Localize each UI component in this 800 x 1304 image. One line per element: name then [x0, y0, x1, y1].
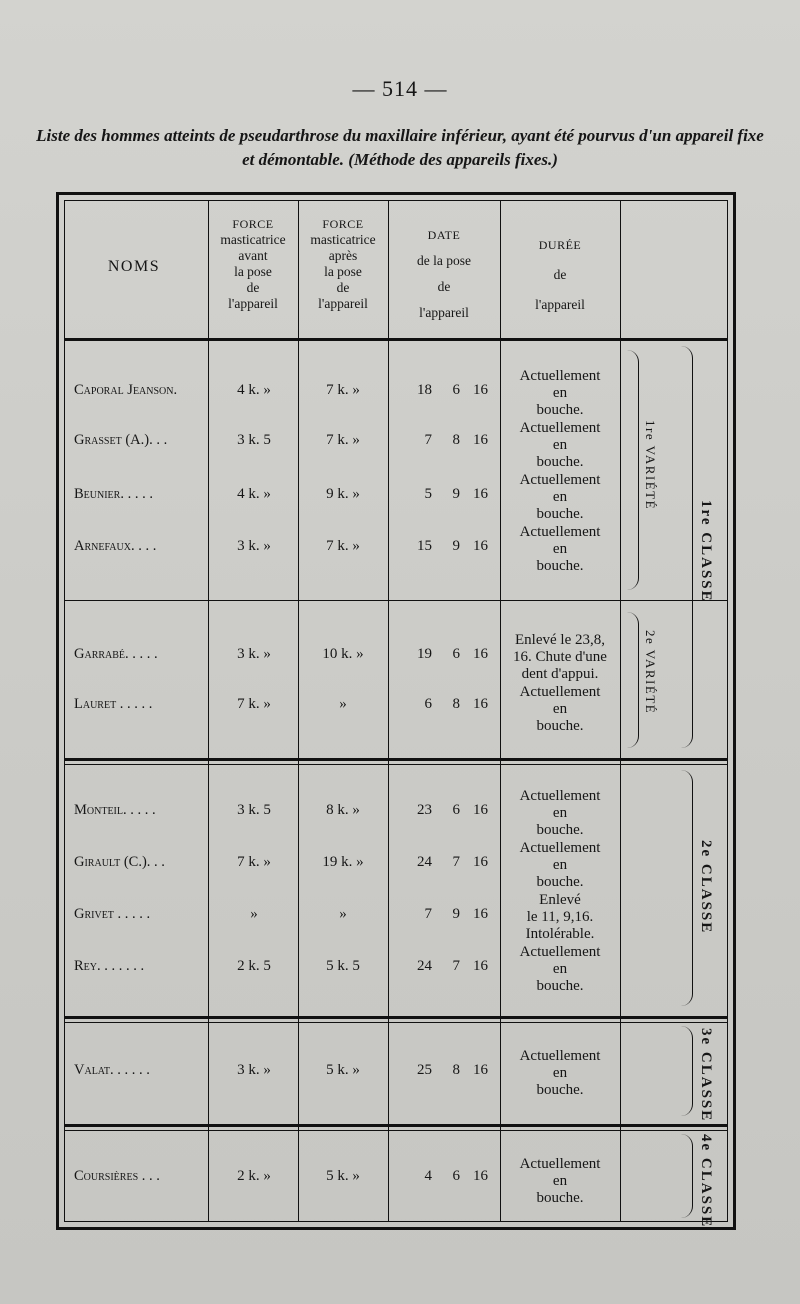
duree-line: en [552, 1065, 568, 1081]
row-duree [500, 1048, 620, 1099]
duree-line: Actuellement [519, 368, 601, 384]
row-duree [500, 472, 620, 523]
row-date-month: 6 [452, 802, 460, 818]
row-date-month: 9 [452, 538, 460, 554]
duree-line: en [552, 961, 568, 977]
header-line: la pose [324, 264, 362, 279]
row-date-year: 16 [473, 854, 488, 870]
row-date-day: 15 [417, 538, 432, 554]
group-rule [64, 600, 728, 601]
header-line: de [336, 280, 350, 295]
row-date-year: 16 [473, 382, 488, 398]
class-rule [64, 758, 728, 761]
header-line: après [328, 248, 358, 263]
duree-line: bouche. [536, 1082, 584, 1098]
row-date-month: 6 [452, 1168, 460, 1184]
header-line: DURÉE [538, 238, 582, 252]
class-rule [64, 1022, 728, 1023]
row-duree [500, 840, 620, 891]
header-line: l'appareil [318, 296, 368, 311]
row-force-apres: 7 k. » [326, 382, 360, 398]
group-variete-1: 1re VARIÉTÉ [643, 420, 658, 511]
row-date-month: 8 [452, 432, 460, 448]
duree-line: en [552, 701, 568, 717]
row-date-month: 9 [452, 906, 460, 922]
header-line: l'appareil [419, 305, 469, 320]
row-date-day: 6 [424, 696, 432, 712]
group-classe-3: 3e CLASSE [698, 1028, 714, 1123]
group-variete-2: 2e VARIÉTÉ [643, 630, 658, 715]
duree-line: en [552, 437, 568, 453]
header-line: FORCE [232, 217, 274, 231]
class-rule [64, 1124, 728, 1127]
row-date-year: 16 [473, 646, 488, 662]
row-force-apres: 5 k. » [326, 1062, 360, 1078]
duree-line: bouche. [536, 506, 584, 522]
duree-line: Actuellement [519, 1048, 601, 1064]
row-date-day: 23 [417, 802, 432, 818]
row-force-apres: 5 k. 5 [326, 958, 360, 974]
variete-bracket [626, 350, 639, 590]
duree-line: Actuellement [519, 524, 601, 540]
duree-line: bouche. [536, 718, 584, 734]
row-force-apres: 5 k. » [326, 1168, 360, 1184]
row-date-month: 7 [452, 958, 460, 974]
header-line: de la pose [417, 253, 471, 268]
row-date-year: 16 [473, 958, 488, 974]
row-name: Arnefaux. . . . [74, 538, 157, 554]
duree-line: dent d'appui. [521, 666, 599, 682]
row-date-year: 16 [473, 486, 488, 502]
header-force-avant [208, 216, 298, 312]
duree-line: Intolérable. [525, 926, 595, 942]
duree-line: bouche. [536, 822, 584, 838]
row-force-avant: 3 k. » [237, 646, 271, 662]
row-date-day: 4 [424, 1168, 432, 1184]
row-duree [500, 944, 620, 995]
row-date-month: 7 [452, 854, 460, 870]
row-date-day: 24 [417, 958, 432, 974]
group-classe-4: 4e CLASSE [698, 1134, 714, 1229]
row-date-day: 24 [417, 854, 432, 870]
row-date-year: 16 [473, 538, 488, 554]
header-force-apres [298, 216, 388, 312]
header-line: avant [238, 248, 268, 263]
duree-line: Actuellement [519, 684, 601, 700]
row-date-year: 16 [473, 696, 488, 712]
duree-line: bouche. [536, 978, 584, 994]
header-line: la pose [234, 264, 272, 279]
row-duree [500, 788, 620, 839]
header-rule [64, 338, 728, 341]
group-classe-2: 2e CLASSE [698, 840, 714, 935]
duree-line: bouche. [536, 402, 584, 418]
duree-line: en [552, 1173, 568, 1189]
row-date-year: 16 [473, 1062, 488, 1078]
page-number: — 514 — [352, 76, 448, 101]
row-force-avant: 3 k. 5 [237, 802, 271, 818]
class-rule [64, 1130, 728, 1131]
row-force-avant: 2 k. » [237, 1168, 271, 1184]
row-name: Valat. . . . . . [74, 1062, 150, 1078]
row-duree [500, 420, 620, 471]
row-force-avant: 7 k. » [237, 696, 271, 712]
header-date [388, 222, 500, 326]
row-date-day: 5 [424, 486, 432, 502]
row-name: Monteil. . . . . [74, 802, 156, 818]
row-force-avant: 3 k. » [237, 1062, 271, 1078]
row-force-avant: 3 k. 5 [237, 432, 271, 448]
duree-line: Actuellement [519, 472, 601, 488]
row-date-day: 19 [417, 646, 432, 662]
row-force-avant: 4 k. » [237, 382, 271, 398]
row-name: Beunier. . . . . [74, 486, 153, 502]
row-force-apres: 9 k. » [326, 486, 360, 502]
row-name: Coursières . . . [74, 1168, 160, 1184]
duree-line: bouche. [536, 454, 584, 470]
row-force-avant: 3 k. » [237, 538, 271, 554]
row-date-day: 25 [417, 1062, 432, 1078]
header-line: FORCE [322, 217, 364, 231]
header-line: de [437, 279, 451, 294]
classe-bracket [680, 1026, 693, 1116]
duree-line: Enlevé [539, 892, 581, 908]
row-force-apres: 10 k. » [322, 646, 364, 662]
duree-line: en [552, 385, 568, 401]
row-force-avant: » [250, 906, 258, 922]
variete-bracket [626, 612, 639, 748]
row-name: Lauret . . . . . [74, 696, 153, 712]
row-force-apres: » [339, 906, 347, 922]
duree-line: Enlevé le 23,8, [515, 632, 605, 648]
row-date-month: 6 [452, 382, 460, 398]
row-force-avant: 4 k. » [237, 486, 271, 502]
row-duree [500, 524, 620, 575]
row-duree [500, 368, 620, 419]
row-name: Girault (C.). . . [74, 854, 165, 870]
duree-line: en [552, 805, 568, 821]
table-caption: Liste des hommes atteints de pseudarthrose du maxillaire inférieur, ayant été pourvus d'un appareil fixe et démontable. (Méthode des appareils fixes.) [36, 126, 764, 169]
duree-line: Actuellement [519, 944, 601, 960]
duree-line: bouche. [536, 558, 584, 574]
class-rule [64, 764, 728, 765]
row-force-apres: 7 k. » [326, 432, 360, 448]
row-force-apres: 8 k. » [326, 802, 360, 818]
row-force-apres: 19 k. » [322, 854, 364, 870]
duree-line: en [552, 489, 568, 505]
row-date-day: 7 [424, 906, 432, 922]
row-name: Caporal Jeanson. [74, 382, 178, 398]
header-line: de [553, 267, 567, 282]
row-date-year: 16 [473, 906, 488, 922]
row-duree [500, 892, 620, 943]
duree-line: bouche. [536, 1190, 584, 1206]
duree-line: Actuellement [519, 840, 601, 856]
class-rule [64, 1016, 728, 1019]
row-force-avant: 7 k. » [237, 854, 271, 870]
row-name: Garrabé. . . . . [74, 646, 158, 662]
header-line: DATE [427, 228, 461, 242]
row-date-month: 9 [452, 486, 460, 502]
header-line: l'appareil [535, 297, 585, 312]
row-date-month: 6 [452, 646, 460, 662]
duree-line: le 11, 9,16. [526, 909, 594, 925]
group-classe-1: 1re CLASSE [698, 500, 714, 603]
duree-line: Actuellement [519, 420, 601, 436]
row-date-month: 8 [452, 1062, 460, 1078]
classe-bracket [680, 346, 693, 748]
row-name: Rey. . . . . . . [74, 958, 145, 974]
row-name: Grasset (A.). . . [74, 432, 168, 448]
row-date-day: 18 [417, 382, 432, 398]
classe-bracket [680, 770, 693, 1006]
header-noms: NOMS [107, 258, 161, 275]
duree-line: bouche. [536, 874, 584, 890]
classe-bracket [680, 1134, 693, 1218]
header-duree [500, 230, 620, 320]
duree-line: Actuellement [519, 788, 601, 804]
row-duree [500, 684, 620, 735]
header-line: l'appareil [228, 296, 278, 311]
row-date-year: 16 [473, 802, 488, 818]
row-force-apres: » [339, 696, 347, 712]
row-date-year: 16 [473, 432, 488, 448]
duree-line: 16. Chute d'une [513, 649, 607, 665]
row-date-month: 8 [452, 696, 460, 712]
row-force-avant: 2 k. 5 [237, 958, 271, 974]
row-name: Grivet . . . . . [74, 906, 151, 922]
duree-line: Actuellement [519, 1156, 601, 1172]
row-duree [500, 1156, 620, 1207]
duree-line: en [552, 857, 568, 873]
row-date-day: 7 [424, 432, 432, 448]
header-line: de [246, 280, 260, 295]
row-date-year: 16 [473, 1168, 488, 1184]
row-duree [500, 632, 620, 683]
header-line: masticatrice [310, 232, 376, 247]
header-line: masticatrice [220, 232, 286, 247]
duree-line: en [552, 541, 568, 557]
row-force-apres: 7 k. » [326, 538, 360, 554]
